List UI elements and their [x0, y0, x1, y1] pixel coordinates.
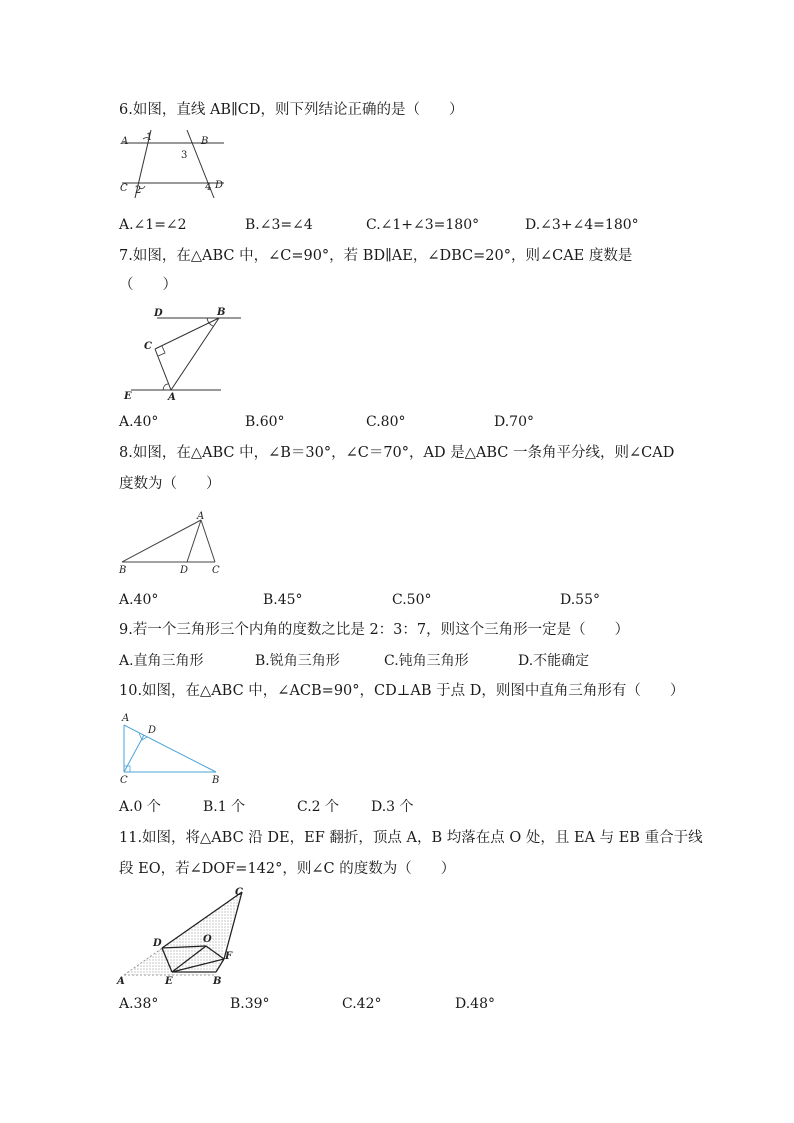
q9-option-d[interactable]: D.不能确定 [518, 653, 590, 669]
q11-label-d: D [153, 938, 162, 949]
figure-q7-triangle [119, 303, 244, 403]
q7-option-c[interactable]: C.80° [366, 414, 406, 430]
question-7-stem-2: （ ） [119, 277, 177, 293]
question-11-stem-2: 段 EO，若∠DOF=142°，则∠C 的度数为（ ） [119, 861, 456, 877]
q7-label-e: E [124, 391, 132, 402]
q7-option-d[interactable]: D.70° [494, 414, 534, 430]
q10-option-d[interactable]: D.3 个 [371, 799, 414, 815]
q6-label-1: 1 [146, 132, 153, 143]
q8-option-b[interactable]: B.45° [263, 592, 303, 608]
q8-label-d: D [180, 565, 189, 576]
q6-label-4: 4 [205, 182, 212, 193]
q8-option-a[interactable]: A.40° [119, 592, 159, 608]
q10-option-c[interactable]: C.2 个 [297, 799, 340, 815]
q8-label-c: C [212, 565, 220, 576]
q6-option-c[interactable]: C.∠1+∠3=180° [366, 217, 480, 233]
q9-option-a[interactable]: A.直角三角形 [119, 653, 204, 669]
q8-option-d[interactable]: D.55° [560, 592, 600, 608]
q11-label-o: O [203, 934, 212, 945]
q7-label-a: A [168, 392, 176, 403]
q6-label-a: A [121, 136, 129, 147]
q6-option-d[interactable]: D.∠3+∠4=180° [525, 217, 639, 233]
q9-option-c[interactable]: C.钝角三角形 [384, 653, 469, 669]
q10-label-a: A [122, 713, 130, 724]
figure-q11-folded-triangle [116, 884, 251, 992]
q6-label-d: D [215, 180, 224, 191]
q8-label-a: A [197, 511, 205, 522]
q7-option-a[interactable]: A.40° [119, 414, 159, 430]
q10-option-a[interactable]: A.0 个 [119, 799, 161, 815]
q6-label-b: B [201, 136, 209, 147]
q10-label-d: D [148, 725, 157, 736]
q11-option-a[interactable]: A.38° [119, 996, 159, 1012]
q11-label-b: B [213, 976, 222, 987]
q6-label-3: 3 [181, 150, 188, 161]
q10-label-c: C [120, 775, 128, 786]
q9-option-b[interactable]: B.锐角三角形 [255, 653, 340, 669]
q11-option-d[interactable]: D.48° [455, 996, 495, 1012]
q6-label-2: 2 [135, 185, 142, 196]
figure-q6-parallel-lines [119, 128, 229, 203]
q11-label-a: A [117, 976, 125, 987]
question-9-stem: 9.若一个三角形三个内角的度数之比是 2：3：7，则这个三角形一定是（ ） [119, 622, 630, 638]
q6-label-c: C [120, 183, 128, 194]
q7-label-d: D [154, 308, 163, 319]
question-10-stem: 10.如图，在△ABC 中，∠ACB=90°，CD⊥AB 于点 D，则图中直角三角形有（ ） [119, 683, 685, 699]
q10-label-b: B [212, 775, 220, 786]
q11-label-f: F [225, 951, 233, 962]
figure-q10-right-triangle [118, 710, 228, 788]
q11-option-b[interactable]: B.39° [230, 996, 270, 1012]
q6-option-b[interactable]: B.∠3=∠4 [245, 217, 313, 233]
question-8-stem-2: 度数为（ ） [119, 476, 221, 492]
q8-option-c[interactable]: C.50° [392, 592, 432, 608]
question-8-stem: 8.如图，在△ABC 中，∠B＝30°，∠C＝70°，AD 是△ABC 一条角平分线，则∠CAD [119, 445, 675, 461]
q11-label-e: E [165, 976, 173, 987]
q10-option-b[interactable]: B.1 个 [203, 799, 246, 815]
q7-label-c: C [144, 341, 152, 352]
question-7-stem: 7.如图，在△ABC 中，∠C=90°，若 BD∥AE，∠DBC=20°，则∠CAE 度数是 [119, 248, 633, 264]
q11-option-c[interactable]: C.42° [342, 996, 382, 1012]
q8-label-b: B [119, 565, 127, 576]
question-6-stem: 6.如图，直线 AB∥CD，则下列结论正确的是（ ） [119, 102, 464, 118]
q7-label-b: B [217, 307, 226, 318]
figure-q8-triangle [117, 510, 227, 580]
q11-label-c: C [235, 887, 243, 898]
q7-option-b[interactable]: B.60° [245, 414, 285, 430]
question-11-stem: 11.如图，将△ABC 沿 DE，EF 翻折，顶点 A，B 均落在点 O 处，且 EA 与 EB 重合于线 [119, 830, 703, 846]
q6-option-a[interactable]: A.∠1=∠2 [119, 217, 187, 233]
